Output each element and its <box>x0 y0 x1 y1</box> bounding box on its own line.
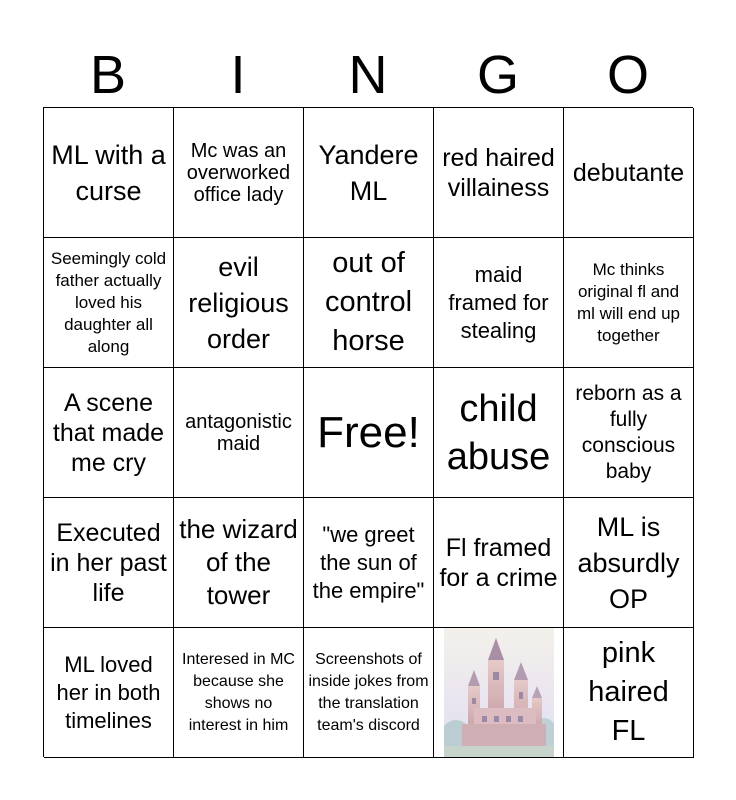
bingo-cell[interactable] <box>564 238 694 368</box>
bingo-cell[interactable] <box>174 108 304 238</box>
castle-image <box>444 628 554 758</box>
cell-text: ML with a curse <box>51 139 166 206</box>
bingo-cell[interactable] <box>564 498 694 628</box>
free-space-label: Free! <box>317 407 420 457</box>
bingo-cell[interactable] <box>304 628 434 758</box>
header-letter-o: O <box>606 45 649 105</box>
bingo-cell[interactable] <box>174 628 304 758</box>
bingo-cell[interactable] <box>304 238 434 368</box>
bingo-cell[interactable] <box>304 108 434 238</box>
cell-text: ML loved her in both timelines <box>56 651 161 733</box>
cell-text: out of control horse <box>324 247 413 357</box>
bingo-cell[interactable] <box>564 108 694 238</box>
cell-text: Mc thinks original fl and ml will end up together <box>577 259 680 345</box>
cell-text: evil religious order <box>188 251 289 354</box>
cell-text: ML is absurdly OP <box>577 511 680 614</box>
cell-text: antagonistic maid <box>185 410 292 455</box>
bingo-cell[interactable] <box>434 368 564 498</box>
cell-text: red haired villainess <box>442 143 555 202</box>
bingo-cell[interactable] <box>564 368 694 498</box>
cell-text: the wizard of the tower <box>179 514 298 610</box>
bingo-cell[interactable] <box>434 498 564 628</box>
cell-text: Screenshots of inside jokes from the translation team's discord <box>308 650 429 734</box>
cell-text: Seemingly cold father actually loved his daughter all along <box>50 248 167 356</box>
cell-text: maid framed for stealing <box>448 261 549 343</box>
cell-text: Mc was an overworked office lady <box>186 139 291 206</box>
cell-text: reborn as a fully conscious baby <box>575 381 682 483</box>
header-letter-n: N <box>348 45 388 105</box>
header-letter-b: B <box>89 45 127 105</box>
cell-text: pink haired FL <box>588 637 669 747</box>
bingo-cell-image[interactable] <box>434 628 564 758</box>
free-space-cell[interactable] <box>304 368 434 498</box>
bingo-cell[interactable] <box>44 498 174 628</box>
cell-text: Interesed in MC because she shows no interest in him <box>182 650 295 734</box>
bingo-cell[interactable] <box>304 498 434 628</box>
bingo-cell[interactable] <box>44 628 174 758</box>
bingo-cell[interactable] <box>174 368 304 498</box>
bingo-cell[interactable] <box>44 238 174 368</box>
cell-text: Fl framed for a crime <box>439 533 558 592</box>
header-letter-g: G <box>476 45 519 105</box>
bingo-grid <box>43 107 693 757</box>
bingo-cell[interactable] <box>44 368 174 498</box>
bingo-header <box>43 40 693 110</box>
cell-text: child abuse <box>446 387 551 478</box>
bingo-cell[interactable] <box>434 108 564 238</box>
cell-text: A scene that made me cry <box>52 388 165 477</box>
bingo-cell[interactable] <box>44 108 174 238</box>
bingo-cell[interactable] <box>174 238 304 368</box>
cell-text: Executed in her past life <box>50 518 167 607</box>
bingo-cell[interactable] <box>174 498 304 628</box>
header-letter-i: I <box>230 45 246 105</box>
bingo-cell[interactable] <box>564 628 694 758</box>
bingo-cell[interactable] <box>434 238 564 368</box>
cell-text: "we greet the sun of the empire" <box>312 521 425 603</box>
cell-text: Yandere ML <box>318 139 419 206</box>
cell-text: debutante <box>572 158 685 187</box>
